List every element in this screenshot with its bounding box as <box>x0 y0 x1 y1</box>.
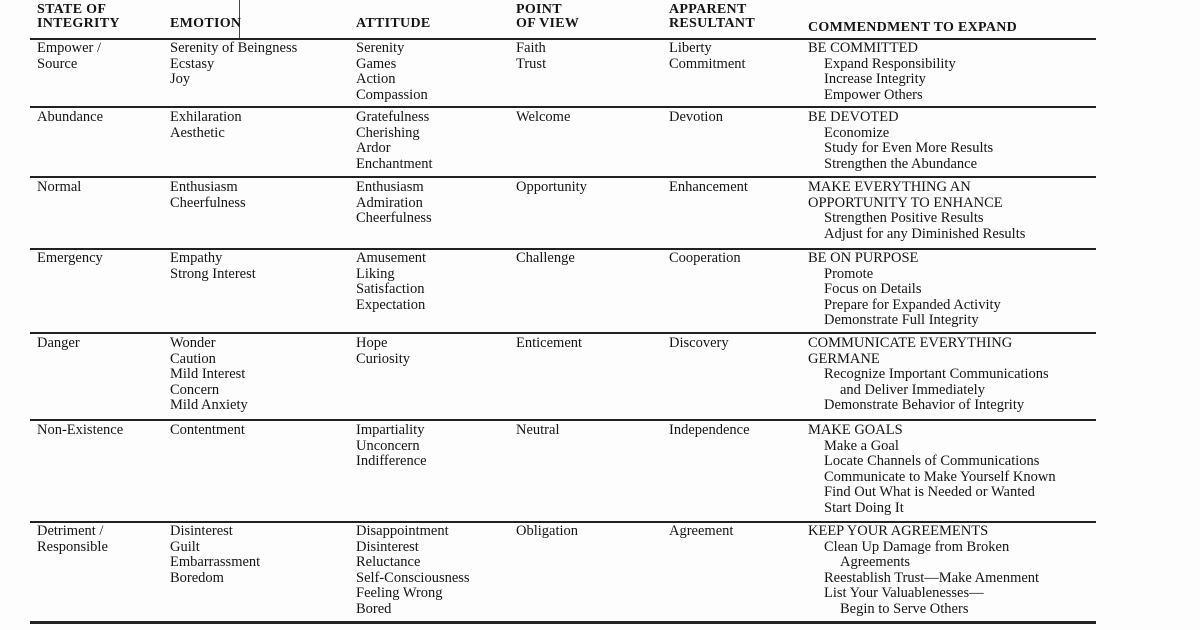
commendment-item: Agreements <box>840 554 911 570</box>
pov-line: Challenge <box>516 250 575 266</box>
resultant-cell <box>669 336 729 352</box>
resultant-cell <box>669 110 723 126</box>
pov-line: Obligation <box>516 523 579 539</box>
emotion-line: Aesthetic <box>170 124 225 141</box>
attitude-line: Liking <box>356 265 395 282</box>
commendment-title: MAKE GOALS <box>808 422 903 438</box>
column-header-line: OF VIEW <box>516 16 580 31</box>
commendment-item: Reestablish Trust—Make Amenment <box>824 569 1040 586</box>
emotion-cell <box>170 336 248 414</box>
state-line: Source <box>37 55 78 72</box>
column-header <box>356 17 431 31</box>
emotion-line: Guilt <box>170 538 200 555</box>
attitude-line: Expectation <box>356 296 426 313</box>
row-divider <box>30 106 1096 108</box>
column-header-line: EMOTION <box>170 16 242 31</box>
emotion-line: Caution <box>170 350 216 367</box>
commendment-cell <box>808 180 1025 242</box>
pov-cell <box>516 110 570 126</box>
attitude-line: Enthusiasm <box>356 179 424 195</box>
commendment-item: Prepare for Expanded Activity <box>824 296 1001 313</box>
commendment-cell <box>808 524 1039 617</box>
row-divider <box>30 419 1096 421</box>
emotion-line: Mild Anxiety <box>170 397 248 413</box>
commendment-item: Demonstrate Full Integrity <box>824 312 979 328</box>
pov-cell <box>516 180 587 196</box>
commendment-item: Clean Up Damage from Broken <box>824 538 1010 555</box>
attitude-line: Action <box>356 71 396 87</box>
commendment-title: BE ON PURPOSE <box>808 250 919 266</box>
column-header <box>170 17 241 31</box>
attitude-cell <box>356 423 427 470</box>
state-line: Empower / <box>37 40 102 56</box>
commendment-cell <box>808 423 1056 516</box>
commendment-title: MAKE EVERYTHING AN <box>808 179 971 195</box>
column-header-line: APPARENT <box>669 2 747 17</box>
commendment-item: Study for Even More Results <box>824 140 994 156</box>
pov-cell <box>516 423 559 439</box>
row-divider <box>30 176 1096 178</box>
resultant-cell <box>669 180 748 196</box>
emotion-cell <box>170 423 245 439</box>
resultant-line: Cooperation <box>669 250 741 266</box>
attitude-line: Amusement <box>356 250 427 266</box>
attitude-line: Admiration <box>356 194 423 211</box>
commendment-cell <box>808 41 956 103</box>
emotion-cell <box>170 180 246 211</box>
attitude-line: Self-Consciousness <box>356 569 470 586</box>
resultant-line: Commitment <box>669 55 746 72</box>
state-cell <box>37 251 103 267</box>
commendment-title: COMMUNICATE EVERYTHING <box>808 335 1013 351</box>
commendment-item: Promote <box>824 265 874 282</box>
attitude-line: Cherishing <box>356 124 420 141</box>
commendment-item: Make a Goal <box>824 437 899 454</box>
emotion-line: Ecstasy <box>170 55 215 72</box>
pov-cell <box>516 524 578 540</box>
commendment-title: OPPORTUNITY TO ENHANCE <box>808 194 1003 211</box>
state-cell <box>37 110 103 126</box>
commendment-item: Demonstrate Behavior of Integrity <box>824 397 1025 413</box>
commendment-title: BE DEVOTED <box>808 109 899 125</box>
commendment-item: Empower Others <box>824 86 923 103</box>
commendment-item: List Your Valuablenesses— <box>824 585 984 601</box>
commendment-title: BE COMMITTED <box>808 40 918 56</box>
column-header <box>669 3 755 31</box>
state-line: Non-Existence <box>37 422 124 438</box>
commendment-item: Adjust for any Diminished Results <box>824 225 1026 242</box>
commendment-item: Increase Integrity <box>824 71 926 87</box>
pov-cell <box>516 251 575 267</box>
attitude-line: Bored <box>356 600 392 617</box>
commendment-item: Focus on Details <box>824 281 922 297</box>
emotion-line: Mild Interest <box>170 366 246 382</box>
emotion-line: Contentment <box>170 422 245 438</box>
state-line: Abundance <box>37 109 104 125</box>
emotion-line: Exhilaration <box>170 109 242 125</box>
attitude-cell <box>356 336 410 367</box>
commendment-item: Locate Channels of Communications <box>824 453 1040 469</box>
pov-line: Trust <box>516 55 547 72</box>
commendment-cell <box>808 110 993 172</box>
emotion-line: Serenity of Beingness <box>170 40 298 56</box>
resultant-cell <box>669 524 733 540</box>
attitude-line: Reluctance <box>356 554 421 570</box>
commendment-item: Strengthen Positive Results <box>824 210 984 226</box>
pov-cell <box>516 41 546 72</box>
commendment-item: Communicate to Make Yourself Known <box>824 468 1056 485</box>
emotion-cell <box>170 41 297 88</box>
attitude-line: Compassion <box>356 86 428 103</box>
commendment-item: Start Doing It <box>824 499 904 516</box>
column-header-line: RESULTANT <box>669 16 755 31</box>
row-divider <box>30 332 1096 334</box>
pov-cell <box>516 336 582 352</box>
emotion-line: Boredom <box>170 569 224 586</box>
emotion-line: Cheerfulness <box>170 194 246 211</box>
resultant-cell <box>669 251 741 267</box>
resultant-cell <box>669 423 750 439</box>
emotion-cell <box>170 110 242 141</box>
attitude-line: Gratefulness <box>356 109 430 125</box>
emotion-cell <box>170 251 256 282</box>
commendment-item: Find Out What is Needed or Wanted <box>824 484 1035 500</box>
state-cell <box>37 41 101 72</box>
state-cell <box>37 423 123 439</box>
emotion-line: Joy <box>170 71 191 87</box>
attitude-line: Curiosity <box>356 350 410 367</box>
column-header <box>808 21 1017 35</box>
commendment-item: Begin to Serve Others <box>840 600 969 617</box>
pov-line: Enticement <box>516 335 583 351</box>
attitude-cell <box>356 251 426 313</box>
emotion-line: Strong Interest <box>170 265 256 282</box>
state-line: Normal <box>37 179 82 195</box>
state-cell <box>37 524 108 555</box>
column-header-line: COMMENDMENT TO EXPAND <box>808 20 1018 35</box>
commendment-item: and Deliver Immediately <box>840 381 985 398</box>
resultant-line: Independence <box>669 422 750 438</box>
pov-line: Faith <box>516 40 546 56</box>
row-divider <box>30 621 1096 624</box>
commendment-title: GERMANE <box>808 350 880 367</box>
resultant-line: Liberty <box>669 40 712 56</box>
emotion-line: Empathy <box>170 250 223 266</box>
column-header-line: POINT <box>516 2 562 17</box>
resultant-line: Enhancement <box>669 179 748 195</box>
attitude-cell <box>356 180 432 227</box>
attitude-line: Games <box>356 55 397 72</box>
resultant-line: Discovery <box>669 335 729 351</box>
state-line: Detriment / <box>37 523 104 539</box>
state-line: Responsible <box>37 538 108 555</box>
attitude-line: Ardor <box>356 140 391 156</box>
commendment-item: Recognize Important Communications <box>824 366 1049 382</box>
attitude-line: Serenity <box>356 40 405 56</box>
attitude-line: Unconcern <box>356 437 420 454</box>
attitude-cell <box>356 41 428 103</box>
emotion-line: Wonder <box>170 335 216 351</box>
state-line: Emergency <box>37 250 103 266</box>
column-header-line: STATE OF <box>37 2 107 17</box>
emotion-line: Embarrassment <box>170 554 261 570</box>
resultant-line: Agreement <box>669 523 734 539</box>
emotion-line: Concern <box>170 381 220 398</box>
attitude-line: Disinterest <box>356 538 419 555</box>
commendment-cell <box>808 336 1049 414</box>
state-line: Danger <box>37 335 80 351</box>
attitude-line: Satisfaction <box>356 281 425 297</box>
column-header <box>516 3 579 31</box>
attitude-cell <box>356 524 470 617</box>
emotion-cell <box>170 524 260 586</box>
pov-line: Opportunity <box>516 179 587 195</box>
column-header-line: INTEGRITY <box>37 16 120 31</box>
attitude-line: Hope <box>356 335 388 351</box>
commendment-title: KEEP YOUR AGREEMENTS <box>808 523 989 539</box>
commendment-cell <box>808 251 1001 329</box>
state-cell <box>37 336 80 352</box>
attitude-line: Cheerfulness <box>356 210 432 226</box>
commendment-item: Strengthen the Abundance <box>824 155 978 172</box>
attitude-line: Feeling Wrong <box>356 585 443 601</box>
commendment-item: Economize <box>824 124 890 141</box>
attitude-line: Disappointment <box>356 523 449 539</box>
attitude-cell <box>356 110 433 172</box>
pov-line: Neutral <box>516 422 560 438</box>
resultant-line: Devotion <box>669 109 723 125</box>
attitude-line: Indifference <box>356 453 427 469</box>
state-cell <box>37 180 81 196</box>
emotion-line: Enthusiasm <box>170 179 238 195</box>
attitude-line: Enchantment <box>356 155 433 172</box>
column-header <box>37 3 120 31</box>
pov-line: Welcome <box>516 109 571 125</box>
resultant-cell <box>669 41 746 72</box>
column-header-line: ATTITUDE <box>356 16 431 31</box>
emotion-line: Disinterest <box>170 523 233 539</box>
attitude-line: Impartiality <box>356 422 425 438</box>
commendment-item: Expand Responsibility <box>824 55 956 72</box>
